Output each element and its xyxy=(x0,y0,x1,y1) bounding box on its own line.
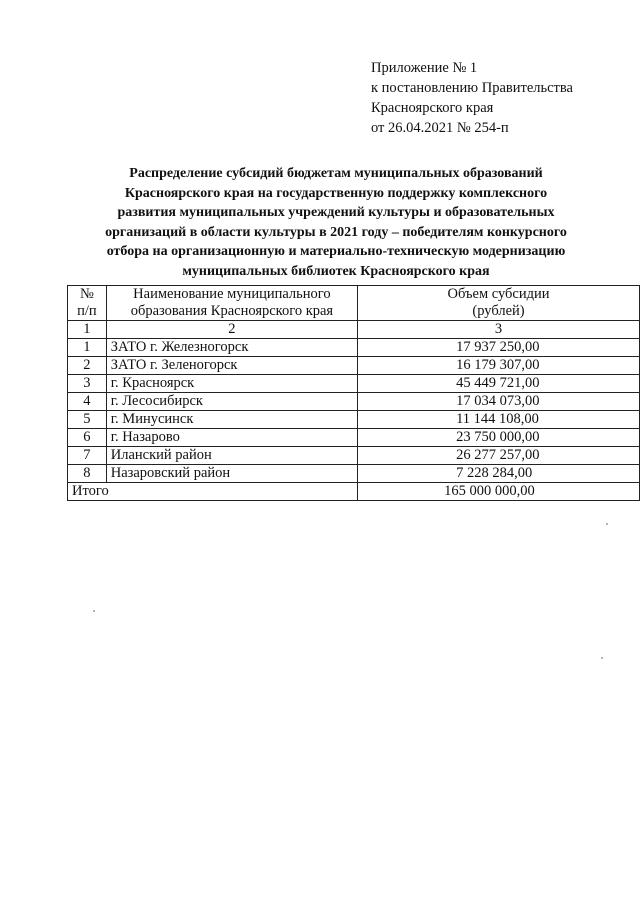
appendix-title: Приложение № 1 xyxy=(371,60,478,76)
header-text: № xyxy=(79,286,94,302)
row-number: 1 xyxy=(68,339,107,357)
header-text: образования Красноярского края xyxy=(130,303,334,319)
title-line: организаций в области культуры в 2021 году – победителям конкурсного xyxy=(105,224,567,240)
scan-speck xyxy=(93,610,95,612)
row-number: 7 xyxy=(68,447,107,465)
municipality-name: Назаровский район xyxy=(106,465,357,483)
title-line: Красноярского края на государственную поддержку комплексного xyxy=(124,185,548,201)
row-number: 4 xyxy=(68,393,107,411)
title-line: Распределение субсидий бюджетам муниципальных образований xyxy=(129,166,543,181)
table-header-row xyxy=(68,286,640,321)
title-line: развития муниципальных учреждений культуры и образовательных xyxy=(117,205,555,221)
table-row xyxy=(68,375,640,393)
header-text: Наименование муниципального xyxy=(133,286,331,302)
header-municipality xyxy=(106,286,357,321)
column-number: 3 xyxy=(358,321,640,339)
subsidy-amount: 7 228 284,00 xyxy=(358,465,640,483)
row-number: 5 xyxy=(68,411,107,429)
row-number: 3 xyxy=(68,375,107,393)
subsidy-amount: 26 277 257,00 xyxy=(358,447,640,465)
scan-speck xyxy=(601,657,603,659)
total-amount: 165 000 000,00 xyxy=(358,483,640,501)
municipality-name: г. Назарово xyxy=(106,429,357,447)
table-row xyxy=(68,393,640,411)
table-row xyxy=(68,429,640,447)
municipality-name: г. Минусинск xyxy=(106,411,357,429)
municipality-name: ЗАТО г. Зеленогорск xyxy=(106,357,357,375)
title-line: муниципальных библиотек Красноярского края xyxy=(182,263,490,279)
total-label: Итого xyxy=(68,483,358,501)
table-row xyxy=(68,465,640,483)
row-number: 8 xyxy=(68,465,107,483)
table-row xyxy=(68,411,640,429)
table-row xyxy=(68,357,640,375)
subsidy-amount: 17 034 073,00 xyxy=(358,393,640,411)
document-title xyxy=(80,164,592,282)
subsidy-amount: 45 449 721,00 xyxy=(358,375,640,393)
subsidy-amount: 11 144 108,00 xyxy=(358,411,640,429)
appendix-block xyxy=(371,58,621,138)
total-row xyxy=(68,483,640,501)
column-number: 2 xyxy=(106,321,357,339)
municipality-name: г. Лесосибирск xyxy=(106,393,357,411)
appendix-date-number: от 26.04.2021 № 254-п xyxy=(371,120,509,136)
header-text: п/п xyxy=(77,303,97,319)
column-numbers-row xyxy=(68,321,640,339)
table-row xyxy=(68,447,640,465)
appendix-reference: к постановлению Правительства xyxy=(371,80,573,96)
subsidy-amount: 16 179 307,00 xyxy=(358,357,640,375)
table-row xyxy=(68,339,640,357)
header-text: Объем субсидии xyxy=(447,286,550,302)
header-text: (рублей) xyxy=(472,303,525,319)
scan-speck xyxy=(606,523,608,525)
municipality-name: Иланский район xyxy=(106,447,357,465)
row-number: 6 xyxy=(68,429,107,447)
subsidy-amount: 17 937 250,00 xyxy=(358,339,640,357)
appendix-region: Красноярского края xyxy=(371,100,494,116)
column-number: 1 xyxy=(68,321,107,339)
header-amount xyxy=(358,286,640,321)
municipality-name: ЗАТО г. Железногорск xyxy=(106,339,357,357)
header-number xyxy=(68,286,107,321)
title-line: отбора на организационную и материально-техническую модернизацию xyxy=(106,244,566,260)
subsidy-amount: 23 750 000,00 xyxy=(358,429,640,447)
municipality-name: г. Красноярск xyxy=(106,375,357,393)
subsidy-table xyxy=(67,285,640,501)
row-number: 2 xyxy=(68,357,107,375)
